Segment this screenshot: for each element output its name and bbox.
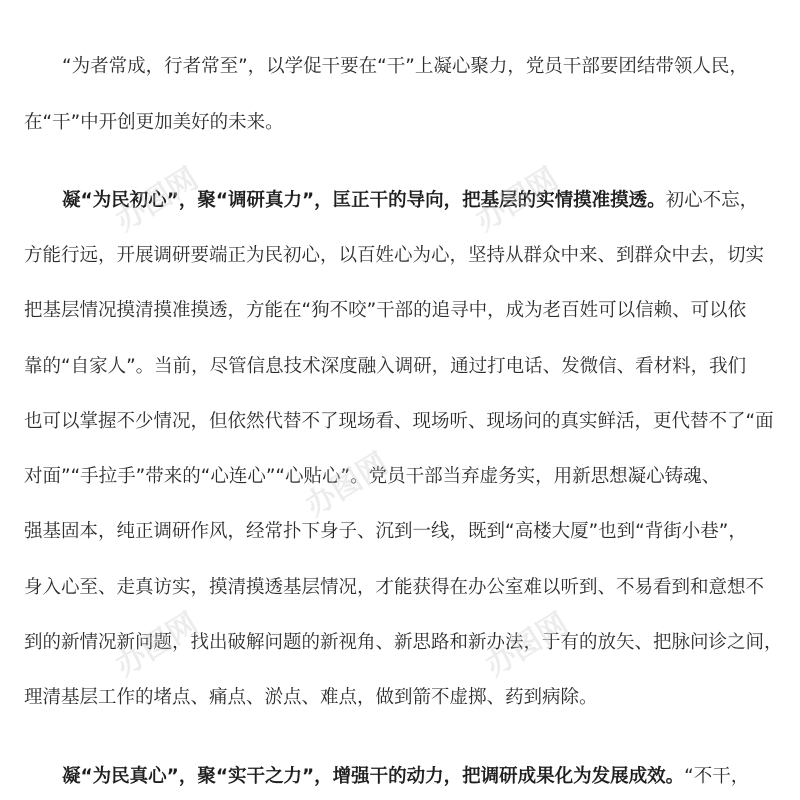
- watermark-3: 办图网: [299, 446, 395, 524]
- paragraph-2-line-3: 把基层情况摸清摸准摸透，方能在“狗不咬”干部的追寻中，成为老百姓可以信赖、可以依: [24, 300, 747, 321]
- paragraph-2-line-5: 也可以掌握不少情况，但依然代替不了现场看、现场听、现场问的真实鲜活，更代替不了“面: [24, 411, 774, 432]
- paragraph-2-line-8: 身入心至、走真访实，摸清摸透基层情况，才能获得在办公室难以听到、不易看到和意想不: [24, 577, 765, 598]
- paragraph-2-line-2: 方能行远，开展调研要端正为民初心，以百姓心为心，坚持从群众中来、到群众中去，切实: [24, 245, 765, 266]
- paragraph-2-line-7: 强基固本，纯正调研作风，经常扑下身子、沉到一线，既到“高楼大厦”也到“背街小巷”，: [24, 521, 747, 542]
- paragraph-1-line-2: 在“干”中开创更加美好的未来。: [24, 112, 284, 133]
- watermark-2: 办图网: [469, 161, 565, 239]
- paragraph-1-line-1: “为者常成，行者常至”，以学促干要在“干”上凝心聚力，党员干部要团结带领人民，: [62, 56, 748, 77]
- paragraph-2-line-1-rest: 初心不忘，: [665, 190, 759, 211]
- paragraph-2-line-9: 到的新情况新问题，找出破解问题的新视角、新思路和新办法，于有的放矢、把脉问诊之间，: [24, 632, 783, 653]
- paragraph-3-line-1: [62, 764, 784, 790]
- paragraph-2-line-1: [62, 188, 784, 214]
- paragraph-2-line-10: 理清基层工作的堵点、痛点、淤点、难点，做到箭不虚掷、药到病除。: [24, 687, 598, 708]
- paragraph-3-line-1-rest: “不干，: [684, 766, 750, 787]
- watermark-4: 办图网: [109, 606, 205, 684]
- paragraph-3-heading: 凝“为民真心”，聚“实干之力”，增强干的动力，把调研成果化为发展成效。: [62, 766, 685, 787]
- paragraph-2-line-6: 对面”“手拉手”带来的“心连心”“心贴心”。党员干部当弃虚务实，用新思想凝心铸魂、: [24, 466, 721, 487]
- watermark-1: 办图网: [109, 161, 205, 239]
- paragraph-2-line-4: 靠的“自家人”。当前，尽管信息技术深度融入调研，通过打电话、发微信、看材料，我们: [24, 356, 747, 377]
- watermark-5: 办图网: [479, 606, 575, 684]
- paragraph-2-heading: 凝“为民初心”，聚“调研真力”，匡正干的导向，把基层的实情摸准摸透。: [62, 190, 666, 211]
